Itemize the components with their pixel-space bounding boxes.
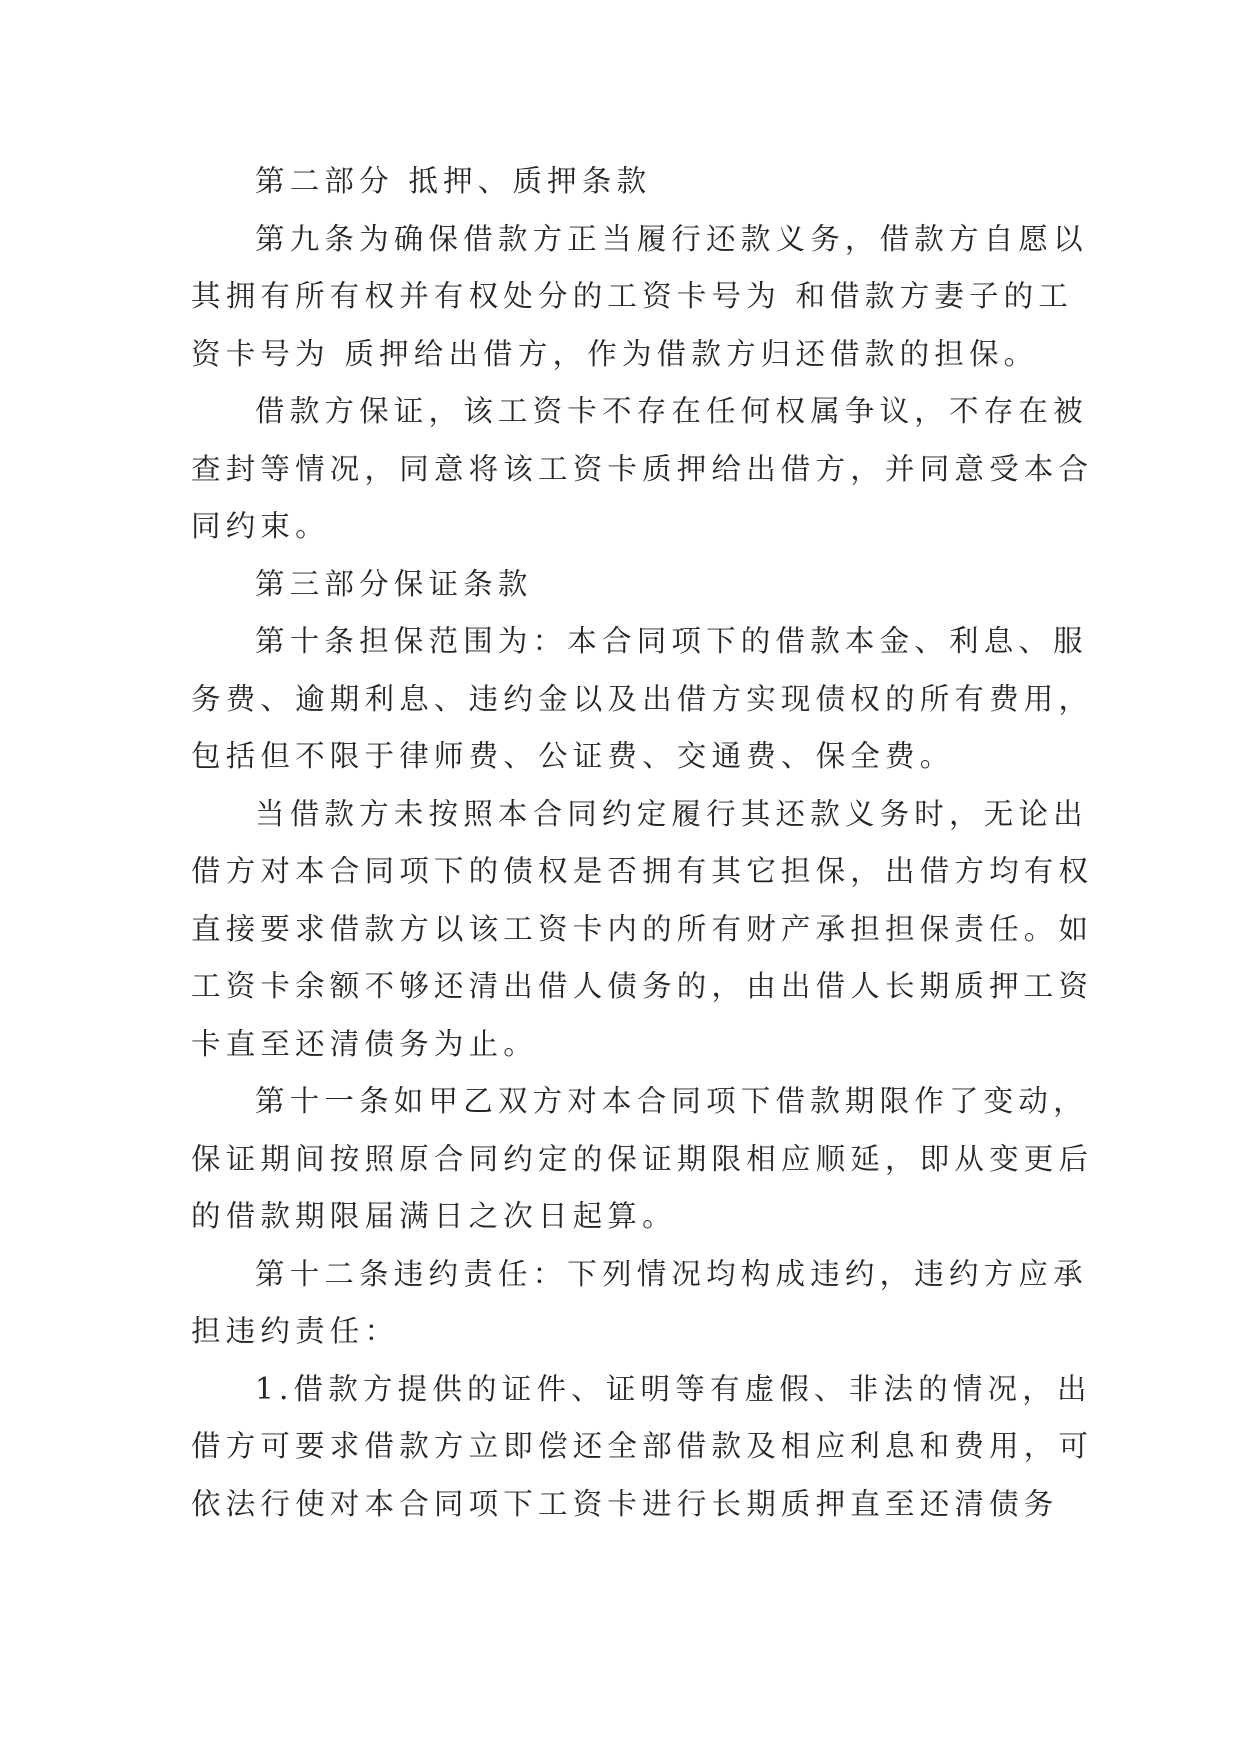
text-line: 同约束。 [191,509,330,543]
text-line: 第九条为确保借款方正当履行还款义务，借款方自愿以 [255,221,1088,256]
text-line: 务费、逾期利息、违约金以及出借方实现债权的所有费用， [191,681,1094,716]
text-line: 其拥有所有权并有权处分的工资卡号为 和借款方妻子的工 [191,279,1074,313]
paragraph-borrower-guarantee [191,383,1094,556]
document-body [191,153,1094,1533]
text-line: 担违约责任： [191,1314,400,1348]
text-line: 借款方保证，该工资卡不存在任何权属争议，不存在被 [255,394,1088,428]
text-line: 查封等情况，同意将该工资卡质押给出借方，并同意受本合 [191,451,1094,486]
text-line: 当借款方未按照本合同约定履行其还款义务时，无论出 [255,796,1088,831]
text-line: 保证期间按照原合同约定的保证期限相应顺延，即从变更后 [191,1141,1094,1176]
text-line: 第十条担保范围为：本合同项下的借款本金、利息、服 [255,624,1088,658]
text-line: 包括但不限于律师费、公证费、交通费、保全费。 [191,739,955,773]
text-line: 直接要求借款方以该工资卡内的所有财产承担担保责任。如 [191,911,1094,946]
section-heading-part-three [191,556,1051,614]
text-line: 依法行使对本合同项下工资卡进行长期质押直至还清债务 [191,1486,1059,1521]
text-line: 借方对本合同项下的债权是否拥有其它担保，出借方均有权 [191,854,1094,888]
section-heading-part-two [191,153,1051,211]
paragraph-article-12 [191,1246,1088,1361]
text-line: 第三部分保证条款 [255,566,533,601]
paragraph-article-11 [191,1073,1094,1246]
paragraph-item-1 [191,1361,1094,1534]
text-line: 卡直至还清债务为止。 [191,1026,539,1061]
text-line: 的借款期限届满日之次日起算。 [191,1199,677,1233]
text-line: 工资卡余额不够还清出借人债务的，由出借人长期质押工资 [191,969,1094,1003]
paragraph-article-10 [191,613,1094,786]
text-line: 1.借款方提供的证件、证明等有虚假、非法的情况，出 [255,1371,1092,1406]
paragraph-default-obligation [191,786,1094,1074]
paragraph-article-9 [191,211,1088,384]
text-line: 资卡号为 质押给出借方，作为借款方归还借款的担保。 [191,336,1039,371]
text-line: 借方可要求借款方立即偿还全部借款及相应利息和费用，可 [191,1429,1094,1463]
text-line: 第二部分 抵押、质押条款 [255,164,652,198]
text-line: 第十一条如甲乙双方对本合同项下借款期限作了变动， [255,1084,1088,1118]
text-line: 第十二条违约责任：下列情况均构成违约，违约方应承 [255,1256,1088,1291]
